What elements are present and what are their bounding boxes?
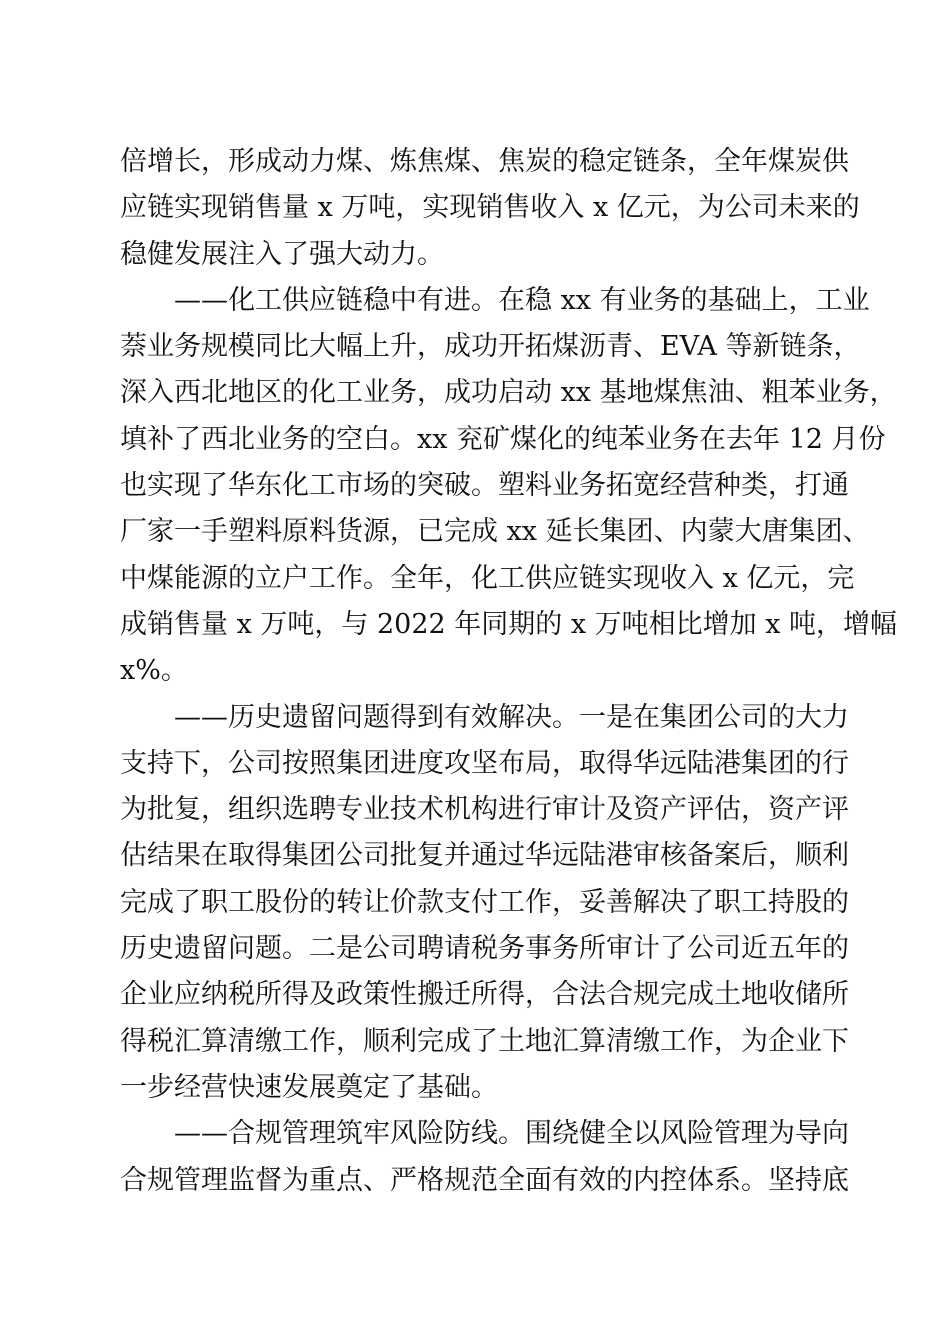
text-line: 厂家一手塑料原料货源，已完成 xx 延长集团、内蒙大唐集团、: [120, 516, 870, 548]
text-line: 成销售量 x 万吨，与 2022 年同期的 x 万吨相比增加 x 吨，增幅: [120, 608, 898, 640]
paragraph-start-line: ——合规管理筑牢风险防线。围绕健全以风险管理为导向: [174, 1118, 849, 1150]
text-line: 稳健发展注入了强大动力。: [120, 238, 444, 270]
text-line: x%。: [120, 655, 188, 687]
text-line: 合规管理监督为重点、严格规范全面有效的内控体系。坚持底: [120, 1164, 849, 1196]
text-line: 完成了职工股份的转让价款支付工作，妥善解决了职工持股的: [120, 886, 849, 918]
text-line: 得税汇算清缴工作，顺利完成了土地汇算清缴工作，为企业下: [120, 1025, 849, 1057]
text-line: 也实现了华东化工市场的突破。塑料业务拓宽经营种类，打通: [120, 470, 849, 502]
text-line: 倍增长，形成动力煤、炼焦煤、焦炭的稳定链条，全年煤炭供: [120, 146, 849, 177]
text-line: 中煤能源的立户工作。全年，化工供应链实现收入 x 亿元，完: [120, 562, 855, 594]
text-line: 估结果在取得集团公司批复并通过华远陆港审核备案后，顺利: [120, 840, 849, 872]
text-line: 为批复，组织选聘专业技术机构进行审计及资产评估，资产评: [120, 794, 849, 826]
text-line: 应链实现销售量 x 万吨，实现销售收入 x 亿元，为公司未来的: [120, 192, 860, 224]
text-line: 萘业务规模同比大幅上升，成功开拓煤沥青、EVA 等新链条，: [120, 331, 861, 363]
text-line: 支持下，公司按照集团进度攻坚布局，取得华远陆港集团的行: [120, 747, 849, 779]
paragraph-start-line: ——历史遗留问题得到有效解决。一是在集团公司的大力: [174, 701, 849, 733]
text-line: 一步经营快速发展奠定了基础。: [120, 1071, 498, 1103]
paragraph-start-line: ——化工供应链稳中有进。在稳 xx 有业务的基础上，工业: [174, 284, 870, 316]
text-line: 企业应纳税所得及政策性搬迁所得，合法合规完成土地收储所: [120, 979, 849, 1011]
text-line: 填补了西北业务的空白。xx 兖矿煤化的纯苯业务在去年 12 月份: [120, 423, 886, 455]
document-body: [120, 139, 898, 1204]
text-line: 历史遗留问题。二是公司聘请税务事务所审计了公司近五年的: [120, 933, 849, 965]
text-line: 深入西北地区的化工业务，成功启动 xx 基地煤焦油、粗苯业务，: [120, 377, 897, 409]
